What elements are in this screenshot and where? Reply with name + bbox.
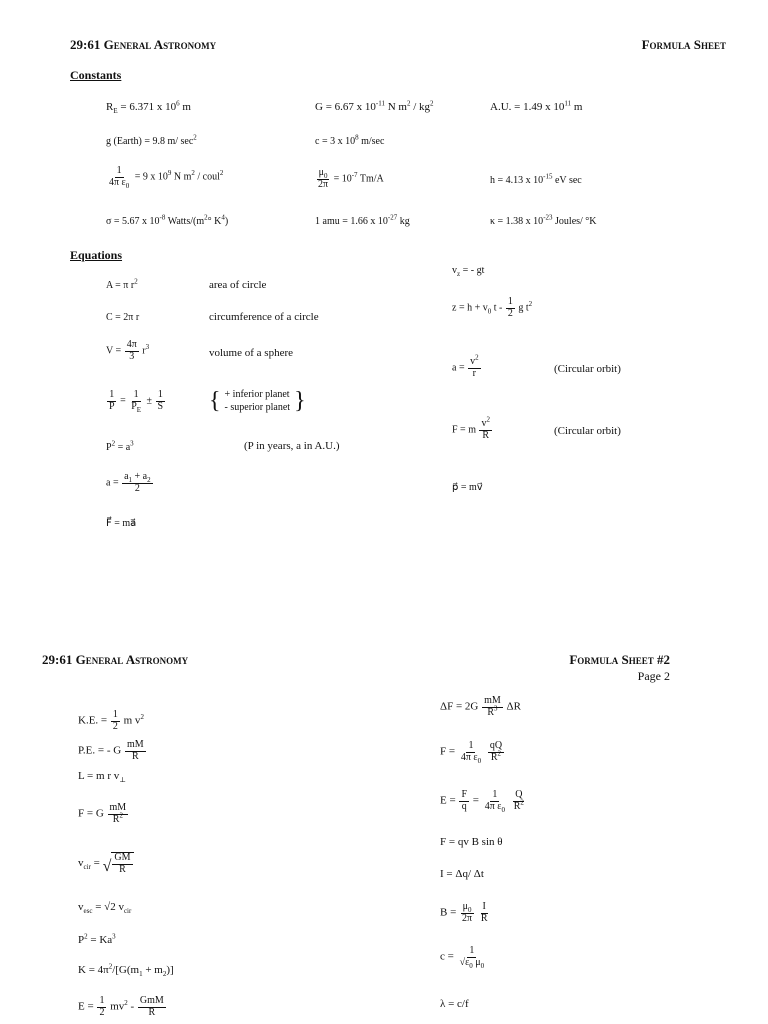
planet-sign-note bbox=[209, 388, 306, 414]
eq-coulomb-force: F = $\frac{1}{4\pi \varepsilon_0}$ $\frac{qQ}{R^2}$ bbox=[440, 740, 503, 765]
const-amu: 1 amu = 1.66 x $10^{-27}$ kg bbox=[315, 213, 410, 227]
eq-potential-energy: P.E. = - G $\frac{mM}{R}$ bbox=[78, 739, 144, 762]
note-superior: - superior planet bbox=[224, 402, 291, 413]
eq-circular-velocity: $v_{cir}$ = √ $\frac{GM}{R}$ bbox=[78, 852, 134, 875]
eq-kepler-general: $P^2 = Ka^3$ bbox=[78, 932, 116, 946]
const-mu0: $\frac{\mu_0}{2\pi}$ = $10^{-7}$ Tm/A bbox=[318, 167, 384, 190]
eq-electric-field: E = $\frac{F}{q}$ = $\frac{1}{4\pi \varepsilon_0}$ $\frac{Q}{R^2}$ bbox=[440, 789, 524, 814]
note-circular-orbit-2: (Circular orbit) bbox=[554, 425, 621, 437]
left-brace: { bbox=[209, 388, 221, 414]
const-gravitational: G = 6.67 x $10^{-11}$ N $m^2 / kg^2$ bbox=[315, 99, 434, 113]
eq-current: I = Δq/ Δt bbox=[440, 868, 484, 880]
sheet1-course-name: General Astronomy bbox=[103, 37, 217, 52]
right-brace: } bbox=[294, 388, 306, 414]
note-area: area of circle bbox=[209, 279, 267, 291]
eq-position-z: $z = h + v_0$ t - $\frac{1}{2}$ g $t^2$ bbox=[452, 296, 533, 319]
eq-gravity-force: F = G $\frac{mM}{R^2}$ bbox=[78, 802, 127, 825]
note-circular-orbit-1: (Circular orbit) bbox=[554, 363, 621, 375]
equations-heading: Equations bbox=[70, 248, 123, 262]
const-speed-of-light: c = 3 x $10^8$ m/sec bbox=[315, 133, 385, 147]
constants-heading: Constants bbox=[70, 68, 122, 82]
eq-synodic: $\frac{1}{P}$ = $\frac{1}{P_E}$ ± $\frac{1}{S}$ bbox=[109, 389, 164, 414]
eq-magnetic-field: B = $\frac{\mu_0}{2\pi}$ $\frac{I}{R}$ bbox=[440, 901, 488, 924]
note-volume: volume of a sphere bbox=[209, 347, 293, 359]
eq-semimajor: a = $\frac{a_1 + a_2}{2}$ bbox=[106, 471, 151, 494]
sheet2-page-label: Page 2 bbox=[637, 669, 670, 683]
sheet2-course-title bbox=[42, 652, 188, 668]
eq-total-energy: E = $\frac{1}{2}$ $mv^2$ - $\frac{\text{GmM}}{R}$ bbox=[78, 995, 164, 1018]
eq-kepler-constant: $K = 4\pi^2/[G(m_1 + m_2)]$ bbox=[78, 962, 174, 979]
eq-escape-velocity: $v_{esc} = √2$ $v_{cir}$ bbox=[78, 901, 132, 916]
eq-newton2: F⃗ = ma⃗ bbox=[106, 518, 137, 529]
eq-angular-momentum: L = m r $v_\perp$ bbox=[78, 770, 126, 785]
note-kepler: (P in years, a in A.U.) bbox=[244, 440, 340, 452]
eq-volume: V = $\frac{4\pi}{3}$ $r^3$ bbox=[106, 339, 150, 362]
const-boltzmann: κ = 1.38 x $10^{-23}$ Joules/ °K bbox=[490, 213, 597, 227]
eq-circumference: C = 2π r bbox=[106, 312, 140, 323]
eq-light-speed: c = $\frac{1}{√\varepsilon_0 \mu_0}$ bbox=[440, 945, 485, 970]
sheet1-course-title bbox=[70, 37, 216, 53]
eq-momentum: p⃗ = mv⃗ bbox=[452, 482, 483, 493]
const-stefan-boltzmann: σ = 5.67 x $10^{-8}$ Watts/($m^2^\circ$ $K^4$) bbox=[106, 213, 229, 227]
const-coulomb: $\frac{1}{4\pi \varepsilon_0}$ = 9 x $10^9$ N $m^2$ / coul$^2$ bbox=[109, 165, 224, 190]
sheet1-course-number: 29:61 bbox=[70, 37, 101, 52]
const-planck: h = 4.13 x $10^{-15}$ eV sec bbox=[490, 172, 582, 186]
note-inferior: + inferior planet bbox=[224, 389, 290, 400]
eq-velocity-z: $v_z$ = - gt bbox=[452, 265, 485, 278]
eq-magnetic-force: F = qv B sin θ bbox=[440, 836, 503, 848]
eq-area: A = π $r^2$ bbox=[106, 277, 138, 291]
const-earth-radius: $R_E = 6.371$ x $10^6$ m bbox=[106, 99, 191, 116]
sheet2-course-name: General Astronomy bbox=[75, 652, 189, 667]
const-au: A.U. = 1.49 x $10^{11}$ m bbox=[490, 99, 583, 113]
sheet1-formula-sheet-title: Formula Sheet bbox=[641, 37, 726, 52]
const-g-earth: g (Earth) = 9.8 m/ $\sec^2$ bbox=[106, 133, 197, 147]
eq-centripetal-force: F = m $\frac{v^2}{R}$ bbox=[452, 415, 490, 441]
eq-kinetic-energy: K.E. = $\frac{1}{2}$ m $v^2$ bbox=[78, 709, 144, 732]
eq-wavelength: λ = c/f bbox=[440, 998, 469, 1010]
sheet2-course-number: 29:61 bbox=[42, 652, 73, 667]
eq-centripetal-accel: a = $\frac{v^2}{r}$ bbox=[452, 353, 479, 379]
note-circumference: circumference of a circle bbox=[209, 311, 319, 323]
eq-kepler3: $P^2 = a^3$ bbox=[106, 439, 134, 453]
sheet2-formula-sheet-title: Formula Sheet #2 bbox=[569, 652, 670, 667]
eq-tidal-force: ΔF = 2G $\frac{mM}{R^3}$ ΔR bbox=[440, 695, 521, 718]
